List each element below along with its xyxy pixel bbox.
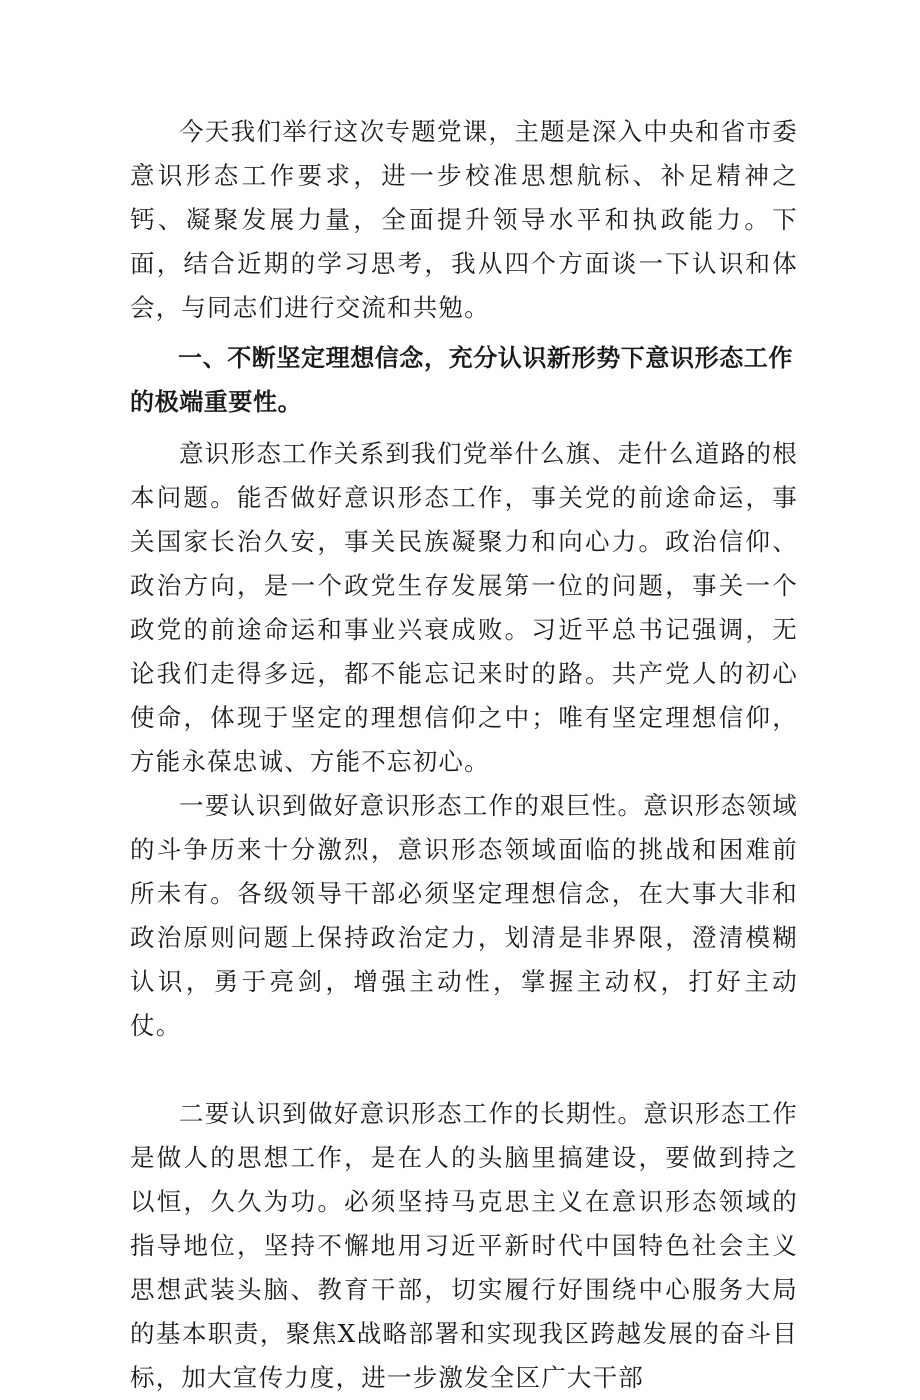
body-paragraph-1: 意识形态工作关系到我们党举什么旗、走什么道路的根本问题。能否做好意识形态工作，事关党的前途命运，事关国家长治久安，事关民族凝聚力和向心力。政治信仰、政治方向，是一个政党生存发展第一位的问题，事关一个政党的前途命运和事业兴衰成败。习近平总书记强调，无论我们走得多远，都不能忘记来时的路。共产党人的初心使命，体现于坚定的理想信仰之中；唯有坚定理想信仰，方能永葆忠诚、方能不忘初心。 [130, 439, 798, 776]
body-paragraph-2: 一要认识到做好意识形态工作的艰巨性。意识形态领域的斗争历来十分激烈，意识形态领域面临的挑战和困难前所未有。各级领导干部必须坚定理想信念，在大事大非和政治原则问题上保持政治定力，划清是非界限，澄清模糊认识，勇于亮剑，增强主动性，掌握主动权，打好主动仗。 [130, 791, 798, 1040]
body-paragraph-3: 二要认识到做好意识形态工作的长期性。意识形态工作是做人的思想工作，是在人的头脑里搞建设，要做到持之以恒，久久为功。必须坚持马克思主义在意识形态领域的指导地位，坚持不懈地用习近平新时代中国特色社会主义思想武装头脑、教育干部，切实履行好围绕中心服务大局的基本职责，聚焦X战略部署和实现我区跨越发展的奋斗目标，加大宣传力度，进一步激发全区广大干部 [130, 1099, 798, 1392]
section-heading-1: 一、不断坚定理想信念，充分认识新形势下意识形态工作的极端重要性。 [130, 344, 793, 416]
intro-paragraph: 今天我们举行这次专题党课，主题是深入中央和省市委意识形态工作要求，进一步校准思想航标、补足精神之钙、凝聚发展力量，全面提升领导水平和执政能力。下面，结合近期的学习思考，我从四个方面谈一下认识和体会，与同志们进行交流和共勉。 [130, 117, 798, 322]
document-body [130, 110, 798, 1400]
